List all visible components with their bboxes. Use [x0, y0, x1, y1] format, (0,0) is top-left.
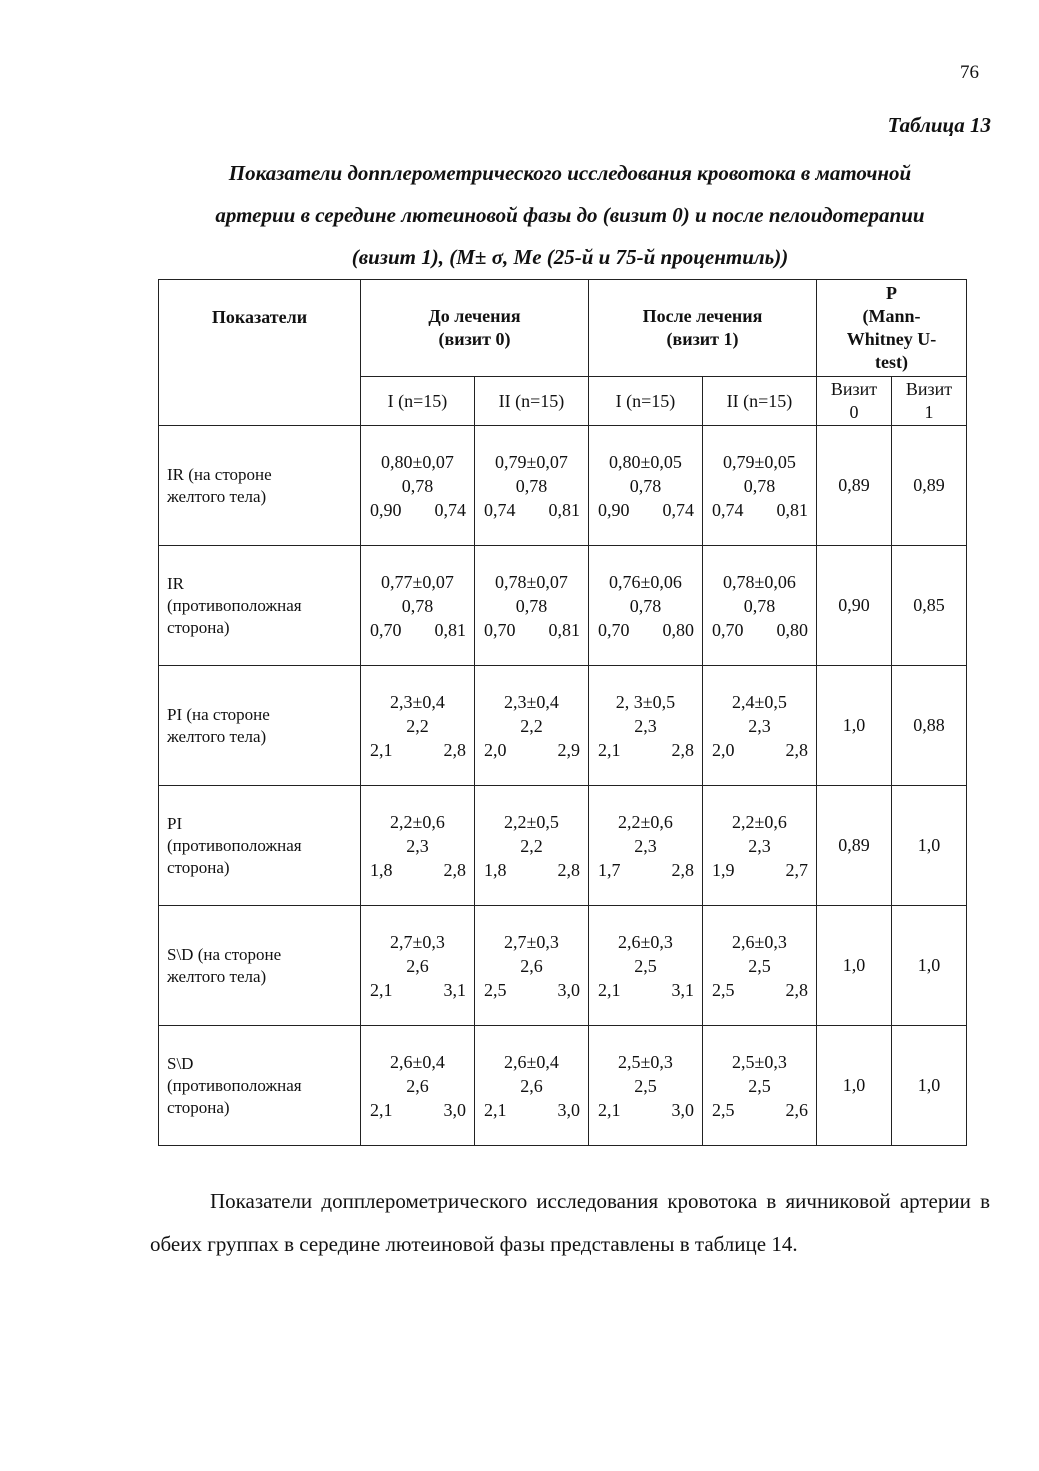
group-header: I (n=15): [589, 377, 703, 426]
percentile-75: 2,8: [785, 979, 808, 1000]
median: 2,3: [406, 835, 429, 856]
percentiles: [703, 858, 816, 882]
median: 2,6: [406, 955, 429, 976]
percentile-75: 3,1: [671, 979, 694, 1000]
median: 2,2: [520, 715, 543, 736]
mean-sd: 2,6±0,4: [504, 1051, 559, 1072]
mean-sd: 0,79±0,07: [495, 451, 568, 472]
percentiles: [475, 858, 588, 882]
percentiles: [589, 978, 702, 1002]
percentile-25: 1,8: [484, 859, 507, 880]
median: 0,78: [629, 595, 662, 616]
value-cell: [589, 1026, 703, 1146]
percentile-75: 2,8: [443, 859, 466, 880]
median: 2,5: [748, 955, 771, 976]
percentiles: [361, 738, 474, 762]
median: 0,78: [515, 595, 548, 616]
percentiles: [361, 858, 474, 882]
p-value-visit-1: 0,85: [892, 546, 967, 666]
percentile-75: 0,74: [662, 499, 694, 520]
median: 2,3: [748, 715, 771, 736]
percentile-25: 0,70: [712, 619, 744, 640]
value-cell: [475, 786, 589, 906]
value-cell: [361, 906, 475, 1026]
mean-sd: 2,5±0,3: [618, 1051, 673, 1072]
percentile-25: 1,7: [598, 859, 621, 880]
header-before-treatment: До лечения (визит 0): [361, 280, 589, 377]
median: 0,78: [515, 475, 548, 496]
percentiles: [589, 858, 702, 882]
value-cell: [589, 666, 703, 786]
p-value-visit-0: 1,0: [817, 1026, 892, 1146]
mean-sd: 2,2±0,6: [390, 811, 445, 832]
median: 0,78: [743, 595, 776, 616]
mean-sd: 2,6±0,4: [390, 1051, 445, 1072]
percentile-75: 0,81: [776, 499, 808, 520]
mean-sd: 2,3±0,4: [390, 691, 445, 712]
percentile-25: 0,74: [484, 499, 516, 520]
percentile-25: 0,90: [370, 499, 402, 520]
median: 2,3: [634, 715, 657, 736]
paragraph-text: Показатели допплерометрического исследования кровотока в яичниковой артерии в обеих группах в середине лютеиновой фазы представлены в таблице 14.: [150, 1189, 990, 1256]
value-cell: [475, 906, 589, 1026]
median: 2,3: [634, 835, 657, 856]
percentile-75: 2,8: [671, 739, 694, 760]
percentiles: [475, 738, 588, 762]
value-cell: [703, 786, 817, 906]
mean-sd: 2,2±0,5: [504, 811, 559, 832]
table-row: [159, 426, 967, 546]
median: 2,5: [634, 955, 657, 976]
value-cell: [475, 546, 589, 666]
percentiles: [703, 1098, 816, 1122]
percentile-75: 3,0: [557, 979, 580, 1000]
median: 2,5: [634, 1075, 657, 1096]
caption-line: (визит 1), (M± σ, Me (25-й и 75-й процентиль)): [351, 245, 789, 269]
percentile-25: 0,90: [598, 499, 630, 520]
median: 0,78: [401, 595, 434, 616]
percentile-25: 0,74: [712, 499, 744, 520]
table-caption: [110, 152, 1030, 278]
value-cell: [361, 1026, 475, 1146]
table-row: [159, 906, 967, 1026]
value-cell: [589, 786, 703, 906]
percentile-25: 2,5: [484, 979, 507, 1000]
percentile-75: 3,1: [443, 979, 466, 1000]
percentile-75: 3,0: [557, 1099, 580, 1120]
percentiles: [361, 978, 474, 1002]
visit-0-header: Визит 0: [817, 377, 892, 426]
percentile-25: 2,5: [712, 1099, 735, 1120]
percentiles: [703, 738, 816, 762]
mean-sd: 2,5±0,3: [732, 1051, 787, 1072]
percentile-25: 2,1: [484, 1099, 507, 1120]
row-label: S\D (на стороне желтого тела): [159, 906, 361, 1026]
value-cell: [703, 906, 817, 1026]
p-value-visit-1: 1,0: [892, 906, 967, 1026]
percentile-25: 2,0: [484, 739, 507, 760]
percentile-25: 0,70: [370, 619, 402, 640]
caption-line: Показатели допплерометрического исследования кровотока в маточной: [228, 161, 912, 185]
percentile-75: 2,8: [557, 859, 580, 880]
median: 0,78: [743, 475, 776, 496]
mean-sd: 2,4±0,5: [732, 691, 787, 712]
p-value-visit-0: 0,89: [817, 426, 892, 546]
caption-line: артерии в середине лютеиновой фазы до (визит 0) и после пелоидотерапии: [215, 203, 925, 227]
percentile-75: 2,8: [671, 859, 694, 880]
doppler-table: [158, 279, 967, 1146]
percentile-25: 1,9: [712, 859, 735, 880]
value-cell: [475, 1026, 589, 1146]
header-after-treatment: После лечения (визит 1): [589, 280, 817, 377]
percentiles: [475, 1098, 588, 1122]
value-cell: [589, 546, 703, 666]
row-label: IR (на стороне желтого тела): [159, 426, 361, 546]
value-cell: [475, 666, 589, 786]
table-row: [159, 786, 967, 906]
percentile-75: 3,0: [671, 1099, 694, 1120]
mean-sd: 0,79±0,05: [723, 451, 796, 472]
p-value-visit-1: 1,0: [892, 1026, 967, 1146]
value-cell: [589, 906, 703, 1026]
percentile-75: 0,80: [662, 619, 694, 640]
percentiles: [589, 498, 702, 522]
mean-sd: 2,6±0,3: [618, 931, 673, 952]
percentile-25: 2,1: [370, 979, 393, 1000]
percentiles: [475, 498, 588, 522]
percentile-25: 0,70: [598, 619, 630, 640]
percentile-25: 2,1: [370, 739, 393, 760]
percentiles: [703, 618, 816, 642]
percentiles: [589, 1098, 702, 1122]
p-value-visit-1: 0,88: [892, 666, 967, 786]
percentile-75: 2,6: [785, 1099, 808, 1120]
value-cell: [703, 666, 817, 786]
percentile-75: 0,81: [434, 619, 466, 640]
mean-sd: 0,80±0,05: [609, 451, 682, 472]
median: 2,2: [406, 715, 429, 736]
row-label: S\D (противоположная сторона): [159, 1026, 361, 1146]
mean-sd: 2,2±0,6: [618, 811, 673, 832]
percentile-25: 2,1: [598, 1099, 621, 1120]
mean-sd: 2, 3±0,5: [615, 691, 676, 712]
mean-sd: 2,3±0,4: [504, 691, 559, 712]
p-value-visit-1: 0,89: [892, 426, 967, 546]
median: 2,6: [520, 955, 543, 976]
body-paragraph: [150, 1180, 990, 1266]
table-row: [159, 666, 967, 786]
group-header: II (n=15): [703, 377, 817, 426]
percentile-75: 2,9: [557, 739, 580, 760]
median: 2,6: [520, 1075, 543, 1096]
percentile-75: 2,7: [785, 859, 808, 880]
percentile-75: 0,81: [548, 619, 580, 640]
mean-sd: 0,80±0,07: [381, 451, 454, 472]
percentiles: [703, 978, 816, 1002]
value-cell: [589, 426, 703, 546]
percentile-75: 0,80: [776, 619, 808, 640]
percentile-25: 2,1: [598, 979, 621, 1000]
percentile-25: 1,8: [370, 859, 393, 880]
row-label: PI (на стороне желтого тела): [159, 666, 361, 786]
p-value-visit-0: 0,89: [817, 786, 892, 906]
percentile-25: 2,0: [712, 739, 735, 760]
value-cell: [361, 426, 475, 546]
percentile-25: 2,1: [598, 739, 621, 760]
median: 2,3: [748, 835, 771, 856]
median: 0,78: [629, 475, 662, 496]
mean-sd: 2,2±0,6: [732, 811, 787, 832]
percentile-75: 2,8: [443, 739, 466, 760]
mean-sd: 0,76±0,06: [609, 571, 682, 592]
mean-sd: 0,78±0,06: [723, 571, 796, 592]
percentiles: [361, 498, 474, 522]
p-value-visit-1: 1,0: [892, 786, 967, 906]
median: 2,5: [748, 1075, 771, 1096]
group-header: II (n=15): [475, 377, 589, 426]
mean-sd: 0,77±0,07: [381, 571, 454, 592]
percentile-75: 0,81: [548, 499, 580, 520]
p-value-visit-0: 1,0: [817, 906, 892, 1026]
mean-sd: 0,78±0,07: [495, 571, 568, 592]
page-number: 76: [960, 62, 979, 83]
percentiles: [361, 618, 474, 642]
percentile-75: 2,8: [785, 739, 808, 760]
percentile-25: 2,1: [370, 1099, 393, 1120]
table-row: [159, 546, 967, 666]
table-label: Таблица 13: [887, 113, 991, 137]
percentiles: [589, 738, 702, 762]
mean-sd: 2,6±0,3: [732, 931, 787, 952]
row-label: PI (противоположная сторона): [159, 786, 361, 906]
percentile-75: 3,0: [443, 1099, 466, 1120]
table-row: [159, 1026, 967, 1146]
mean-sd: 2,7±0,3: [504, 931, 559, 952]
median: 2,6: [406, 1075, 429, 1096]
percentiles: [703, 498, 816, 522]
percentiles: [361, 1098, 474, 1122]
percentile-75: 0,74: [434, 499, 466, 520]
p-value-visit-0: 1,0: [817, 666, 892, 786]
percentile-25: 2,5: [712, 979, 735, 1000]
median: 2,2: [520, 835, 543, 856]
group-header: I (n=15): [361, 377, 475, 426]
percentiles: [475, 618, 588, 642]
visit-1-header: Визит 1: [892, 377, 967, 426]
value-cell: [361, 546, 475, 666]
value-cell: [703, 546, 817, 666]
percentiles: [475, 978, 588, 1002]
header-p-value: P (Mann- Whitney U- test): [817, 280, 967, 377]
value-cell: [475, 426, 589, 546]
value-cell: [361, 666, 475, 786]
value-cell: [703, 426, 817, 546]
header-indicators: Показатели: [159, 280, 361, 426]
p-value-visit-0: 0,90: [817, 546, 892, 666]
percentile-25: 0,70: [484, 619, 516, 640]
mean-sd: 2,7±0,3: [390, 931, 445, 952]
row-label: IR (противоположная сторона): [159, 546, 361, 666]
median: 0,78: [401, 475, 434, 496]
value-cell: [703, 1026, 817, 1146]
value-cell: [361, 786, 475, 906]
percentiles: [589, 618, 702, 642]
